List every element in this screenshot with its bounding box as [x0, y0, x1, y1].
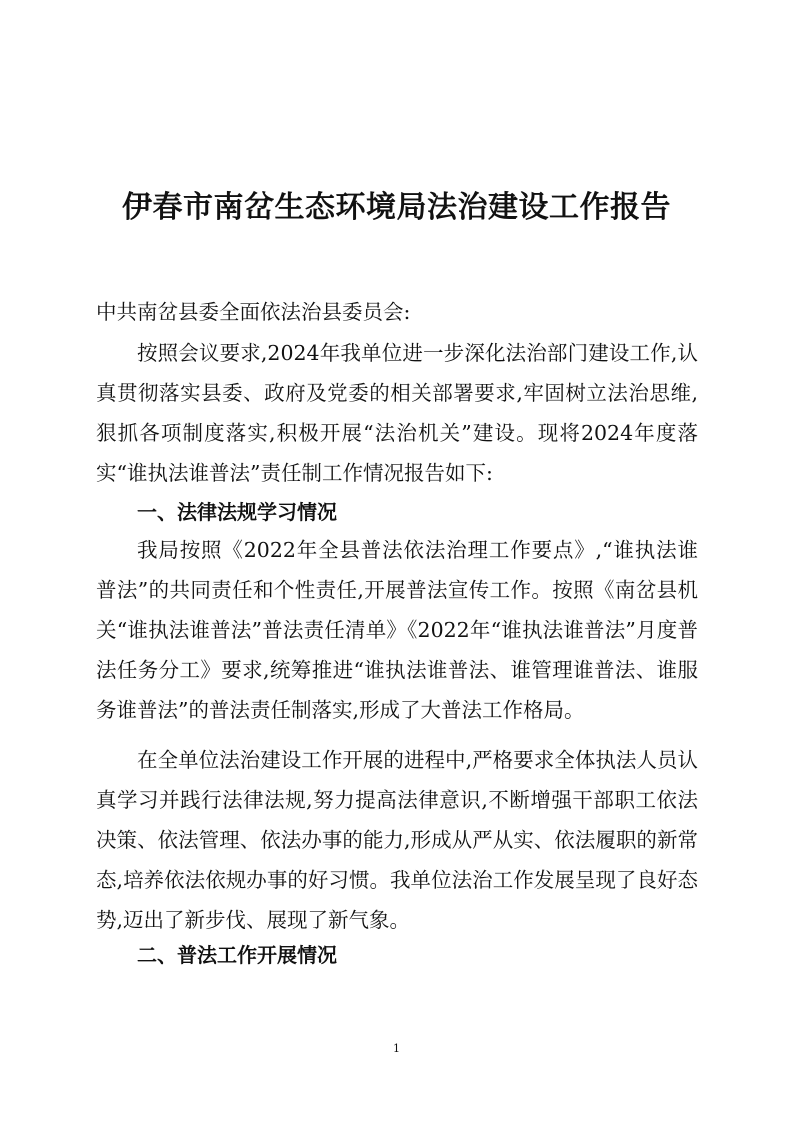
section-heading-1: 一、法律法规学习情况	[137, 500, 337, 524]
intro-paragraph: 按照会议要求,2024年我单位进一步深化法治部门建设工作,认真贯彻落实县委、政府及党委的相关部署要求,牢固树立法治思维,狠抓各项制度落实,积极开展“法治机关”建设。现将2024年度落实“谁执法谁普法”责任制工作情况报告如下:	[96, 341, 698, 485]
section-1-paragraph-2: 在全单位法治建设工作开展的进程中,严格要求全体执法人员认真学习并践行法律法规,努力提高法律意识,不断增强干部职工依法决策、依法管理、依法办事的能力,形成从严从实、依法履职的新常态,培养依法依规办事的好习惯。我单位法治工作发展呈现了良好态势,迈出了新步伐、展现了新气象。	[96, 748, 698, 932]
document-title: 伊春市南岔生态环境局法治建设工作报告	[122, 190, 671, 225]
section-1-paragraph-1: 我局按照《2022年全县普法依法治理工作要点》,“谁执法谁普法”的共同责任和个性责任,开展普法宣传工作。按照《南岔县机关“谁执法谁普法”普法责任清单》《2022年“谁执法谁普法”月度普法任务分工》要求,统筹推进“谁执法谁普法、谁管理谁普法、谁服务谁普法”的普法责任制落实,形成了大普法工作格局。	[96, 538, 698, 722]
salutation: 中共南岔县委全面依法治县委员会:	[96, 300, 411, 324]
page-number: 1	[393, 1042, 400, 1055]
section-heading-2: 二、普法工作开展情况	[137, 943, 337, 967]
